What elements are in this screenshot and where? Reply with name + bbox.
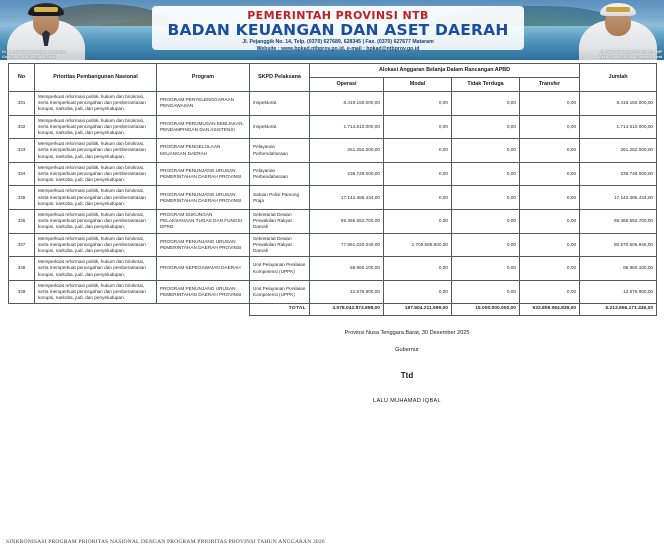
cell-program: PROGRAM PENUNJANG URUSAN PEMERINTAHAN DAERAH PROVINSI — [157, 186, 250, 210]
table-row — [9, 115, 657, 139]
cell-tidak-terduga: 0,00 — [452, 257, 520, 281]
letterhead-line-contact: Website : www.bpkad.ntbprov.go.id, e-mail : bpkad@ntbprov.go.id — [256, 46, 420, 52]
cell-tidak-terduga: 0,00 — [452, 139, 520, 163]
header-skpd: SKPD Pelaksana — [250, 64, 310, 92]
cell-program: PROGRAM PERUMUSAN KEBIJAKAN, PENDAMPINGAN DAN ASISTENSI — [157, 115, 250, 139]
cell-transfer: 0,00 — [520, 280, 580, 304]
governor-title: Gubernur Nusa Tenggara Barat — [2, 55, 56, 59]
cell-jumlah: 1.714.610.000,00 — [580, 115, 657, 139]
header-prioritas: Prioritas Pembangunan Nasional — [35, 64, 157, 92]
signature-place-date: Provinsi Nusa Tenggara Barat, 30 Desember 2025 — [344, 329, 470, 336]
cell-prioritas: Memperkuat reformasi politik, hukum dan birokrasi, serta memperkuat pencegahan dan pemberantasan korupsi, narkoba, judi, dan penyeludupan. — [35, 162, 157, 186]
header-no: No — [9, 64, 35, 92]
header-transfer: Transfer — [520, 78, 580, 92]
cell-program: PROGRAM PENGELOLAAN KEUANGAN DAERAH — [157, 139, 250, 163]
cell-program: PROGRAM PENUNJANG URUSAN PEMERINTAHAN DAERAH PROVINSI — [157, 280, 250, 304]
cell-transfer: 0,00 — [520, 139, 580, 163]
cell-skpd: Pelayanan Perbendaharaan — [250, 162, 310, 186]
table-row — [9, 280, 657, 304]
cell-program: PROGRAM DUKUNGAN PELAKSANAAN TUGAS DAN FUNGSI DPRD — [157, 210, 250, 234]
table-row — [9, 92, 657, 116]
cell-operasi: 238.748.000,00 — [310, 162, 384, 186]
signature-role: Gubernur — [395, 346, 419, 353]
total-jumlah: 5.213.656.171.436,00 — [580, 304, 657, 315]
cell-skpd: Sekretariat Dewan Perwakilan Rakyat Daerah — [250, 233, 310, 257]
header-operasi: Operasi — [310, 78, 384, 92]
cell-prioritas: Memperkuat reformasi politik, hukum dan birokrasi, serta memperkuat pencegahan dan pemberantasan korupsi, narkoba, judi, dan penyeludupan. — [35, 92, 157, 116]
cell-modal: 0,00 — [384, 280, 452, 304]
table-header-row-1 — [9, 64, 657, 78]
cell-tidak-terduga: 0,00 — [452, 92, 520, 116]
letterhead-banner — [0, 0, 664, 60]
cell-no: 338 — [9, 257, 35, 281]
cell-transfer: 0,00 — [520, 186, 580, 210]
signature-name: LALU MUHAMAD IQBAL — [373, 397, 441, 404]
cell-no: 333 — [9, 139, 35, 163]
letterhead-title-plate — [152, 6, 524, 50]
cell-transfer: 0,00 — [520, 115, 580, 139]
cell-prioritas: Memperkuat reformasi politik, hukum dan birokrasi, serta memperkuat pencegahan dan pemberantasan korupsi, narkoba, judi, dan penyeludupan. — [35, 186, 157, 210]
cell-jumlah: 238.748.000,00 — [580, 162, 657, 186]
document-footer-title: SINKRONISASI PROGRAM PRIORITAS NASIONAL DENGAN PROGRAM PRIORITAS PROVINSI TAHUN ANGGARAN 2026 — [6, 539, 325, 545]
cell-operasi: 261.252.000,00 — [310, 139, 384, 163]
cell-tidak-terduga: 0,00 — [452, 115, 520, 139]
cell-tidak-terduga: 0,00 — [452, 280, 520, 304]
cell-prioritas: Memperkuat reformasi politik, hukum dan birokrasi, serta memperkuat pencegahan dan pemberantasan korupsi, narkoba, judi, dan penyeludupan. — [35, 210, 157, 234]
cell-jumlah: 17.142.486.434,00 — [580, 186, 657, 210]
cell-no: 332 — [9, 115, 35, 139]
cell-transfer: 0,00 — [520, 233, 580, 257]
vice-governor-name: Hj. Indah Dhamayanti Putri, SE., MIP — [600, 50, 662, 54]
cell-transfer: 0,00 — [520, 162, 580, 186]
cell-program: PROGRAM PENYELENGGARAAN PENGAWASAN — [157, 92, 250, 116]
table-row — [9, 233, 657, 257]
header-alokasi-group: Alokasi Anggaran Belanja Dalam Rancangan APBD — [310, 64, 580, 78]
total-modal: 187.804.211.699,00 — [384, 304, 452, 315]
cell-skpd: Unit Pelayanan Penilaian Kompetensi (UPPK) — [250, 280, 310, 304]
cell-skpd: Inspektorat — [250, 92, 310, 116]
cell-modal: 0,00 — [384, 92, 452, 116]
cell-tidak-terduga: 0,00 — [452, 210, 520, 234]
table-row — [9, 210, 657, 234]
cell-program: PROGRAM PENUNJANG URUSAN PEMERINTAHAN DAERAH PROVINSI — [157, 162, 250, 186]
cell-prioritas: Memperkuat reformasi politik, hukum dan birokrasi, serta memperkuat pencegahan dan pemberantasan korupsi, narkoba, judi, dan penyeludupan. — [35, 139, 157, 163]
cell-prioritas: Memperkuat reformasi politik, hukum dan birokrasi, serta memperkuat pencegahan dan pemberantasan korupsi, narkoba, judi, dan penyeludupan. — [35, 257, 157, 281]
cell-no: 331 — [9, 92, 35, 116]
header-tidak-terduga: Tidak Terduga — [452, 78, 520, 92]
vice-governor-title: Wakil Gubernur Nusa Tenggara Barat — [598, 55, 662, 59]
table-row — [9, 139, 657, 163]
governor-name: Dr. H. Lalu Muhamad Iqbal, M.Hub.Int — [2, 50, 66, 54]
signature-block — [0, 330, 664, 404]
cell-operasi: 68.960.100,00 — [310, 257, 384, 281]
cell-jumlah: 69.366.552.700,00 — [580, 210, 657, 234]
cell-skpd: Pelayanan Perbendaharaan — [250, 139, 310, 163]
cell-modal: 0,00 — [384, 210, 452, 234]
cell-modal: 0,00 — [384, 186, 452, 210]
cell-program: PROGRAM KEPEGAWAIAN DAERAH — [157, 257, 250, 281]
cell-skpd: Unit Pelayanan Penilaian Kompetensi (UPPK) — [250, 257, 310, 281]
total-label: TOTAL — [250, 304, 310, 315]
cell-transfer: 0,00 — [520, 92, 580, 116]
cell-tidak-terduga: 0,00 — [452, 233, 520, 257]
cell-jumlah: 80.570.606.848,00 — [580, 233, 657, 257]
cell-no: 339 — [9, 280, 35, 304]
total-spacer — [9, 304, 250, 315]
cell-operasi: 17.142.486.434,00 — [310, 186, 384, 210]
cell-jumlah: 8.419.150.000,00 — [580, 92, 657, 116]
total-tidak-terduga: 15.000.000.000,00 — [452, 304, 520, 315]
budget-table — [8, 63, 657, 316]
table-total-row — [9, 304, 657, 315]
signature-ttd: Ttd — [400, 370, 414, 380]
cell-prioritas: Memperkuat reformasi politik, hukum dan birokrasi, serta memperkuat pencegahan dan pemberantasan korupsi, narkoba, judi, dan penyeludupan. — [35, 115, 157, 139]
cell-transfer: 0,00 — [520, 257, 580, 281]
cell-modal: 0,00 — [384, 257, 452, 281]
cell-modal: 0,00 — [384, 139, 452, 163]
governor-portrait-cap-icon — [28, 3, 64, 16]
cell-no: 334 — [9, 162, 35, 186]
cell-tidak-terduga: 0,00 — [452, 162, 520, 186]
header-modal: Modal — [384, 78, 452, 92]
cell-modal: 0,00 — [384, 162, 452, 186]
cell-no: 335 — [9, 186, 35, 210]
cell-skpd: Sekretariat Dewan Perwakilan Rakyat Daerah — [250, 210, 310, 234]
total-transfer: 932.809.084.839,00 — [520, 304, 580, 315]
cell-operasi: 8.419.150.000,00 — [310, 92, 384, 116]
cell-jumlah: 68.960.100,00 — [580, 257, 657, 281]
total-operasi: 4.078.042.874.898,00 — [310, 304, 384, 315]
cell-transfer: 0,00 — [520, 210, 580, 234]
cell-no: 336 — [9, 210, 35, 234]
letterhead-line-agency: BADAN KEUANGAN DAN ASET DAERAH — [167, 21, 509, 39]
table-row — [9, 162, 657, 186]
governor-portrait — [0, 0, 92, 60]
cell-prioritas: Memperkuat reformasi politik, hukum dan birokrasi, serta memperkuat pencegahan dan pemberantasan korupsi, narkoba, judi, dan penyeludupan. — [35, 233, 157, 257]
vice-governor-portrait-cap-icon — [600, 3, 636, 16]
table-row — [9, 257, 657, 281]
cell-modal: 0,00 — [384, 115, 452, 139]
cell-operasi: 69.366.552.700,00 — [310, 210, 384, 234]
cell-modal: 2.709.586.800,00 — [384, 233, 452, 257]
cell-no: 337 — [9, 233, 35, 257]
cell-jumlah: 12.576.900,00 — [580, 280, 657, 304]
table-body — [9, 92, 657, 316]
cell-tidak-terduga: 0,00 — [452, 186, 520, 210]
letterhead-line-government: PEMERINTAH PROVINSI NTB — [247, 9, 429, 22]
cell-jumlah: 261.252.000,00 — [580, 139, 657, 163]
cell-program: PROGRAM PENUNJANG URUSAN PEMERINTAHAN DAERAH PROVINSI — [157, 233, 250, 257]
cell-skpd: Satuan Polisi Pamong Praja — [250, 186, 310, 210]
table-row — [9, 186, 657, 210]
vice-governor-portrait — [572, 0, 664, 60]
letterhead-line-address: Jl. Pejanggik No. 14, Telp. (0370) 627689, 628345 | Fax. (0370) 627677 Mataram — [242, 39, 434, 45]
cell-operasi: 1.714.610.000,00 — [310, 115, 384, 139]
header-jumlah: Jumlah — [580, 64, 657, 92]
cell-operasi: 12.576.900,00 — [310, 280, 384, 304]
cell-operasi: 77.861.020.048,00 — [310, 233, 384, 257]
header-program: Program — [157, 64, 250, 92]
cell-skpd: Inspektorat — [250, 115, 310, 139]
cell-prioritas: Memperkuat reformasi politik, hukum dan birokrasi, serta memperkuat pencegahan dan pemberantasan korupsi, narkoba, judi, dan penyeludupan. — [35, 280, 157, 304]
